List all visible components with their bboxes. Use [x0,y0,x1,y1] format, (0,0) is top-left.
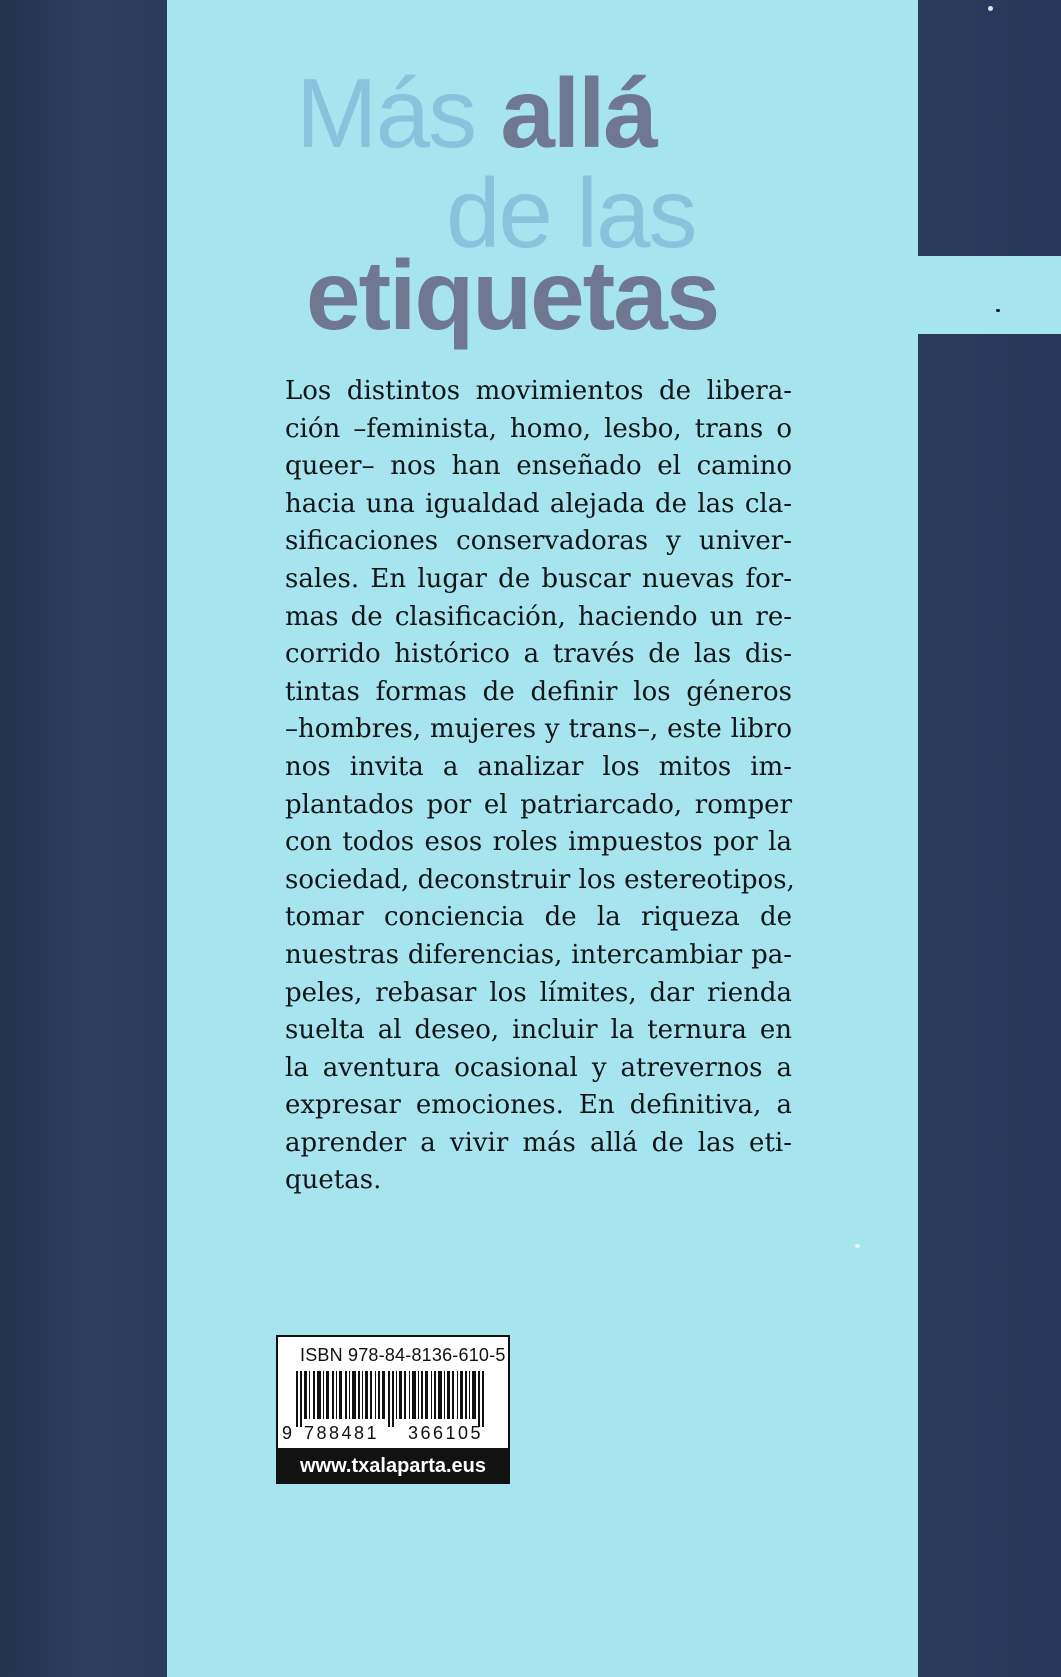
publisher-url: www.txalaparta.eus [278,1448,508,1484]
back-cover-blurb [285,373,795,1200]
blurb-line: peles, rebasar los límites, dar rienda [285,977,792,1008]
blurb-line: plantados por el patriarcado, romper [285,789,792,820]
ean-right-digits: 366105 [408,1423,484,1443]
blurb-line: hacia una igualdad alejada de las cla- [285,488,792,519]
cover-right-border [918,0,1061,1677]
blurb-line: la aventura ocasional y atrevernos a [285,1052,792,1083]
cover-speck [988,6,993,11]
blurb-line: queer– nos han enseñado el camino [285,451,792,482]
isbn-barcode-box [276,1335,510,1484]
blurb-line: sales. En lugar de buscar nuevas for- [285,563,792,594]
title-word-mas: Más [296,58,476,168]
blurb-line: con todos esos roles impuestos por la [285,827,792,858]
blurb-line: tintas formas de definir los géneros [285,676,792,707]
title-line-1 [296,58,656,168]
cover-speck [855,1244,860,1248]
blurb-line: nos invita a analizar los mitos im- [285,751,792,782]
cover-left-border [0,0,167,1677]
blurb-line: aprender a vivir más allá de las eti- [285,1127,792,1158]
blurb-line: mas de clasificación, haciendo un re- [285,601,792,632]
blurb-line: ción –feminista, homo, lesbo, trans o [285,413,792,444]
blurb-line: quetas. [285,1165,382,1196]
title-word-alla: allá [500,58,656,168]
isbn-label: ISBN 978-84-8136-610-5 [300,1345,506,1365]
blurb-line: corrido histórico a través de las dis- [285,639,792,670]
cover-side-tab [918,256,1061,334]
blurb-line: sificaciones conservadoras y univer- [285,526,792,557]
barcode-graphic [282,1371,504,1427]
cover-speck [996,309,1000,312]
title-line-3: etiquetas [306,240,719,350]
title-line-2: de las [446,158,696,268]
blurb-line: nuestras diferencias, intercambiar pa- [285,939,792,970]
blurb-line: sociedad, deconstruir los estereotipos, [285,864,795,895]
ean-first-digit: 9 [282,1423,293,1443]
blurb-line: expresar emociones. En definitiva, a [285,1090,792,1121]
blurb-line: tomar conciencia de la riqueza de [285,902,792,933]
blurb-line: Los distintos movimientos de libera- [285,376,792,406]
ean-left-digits: 788481 [304,1423,380,1443]
blurb-line: suelta al deseo, incluir la ternura en [285,1015,792,1046]
blurb-line: –hombres, mujeres y trans–, este libro [285,714,792,745]
